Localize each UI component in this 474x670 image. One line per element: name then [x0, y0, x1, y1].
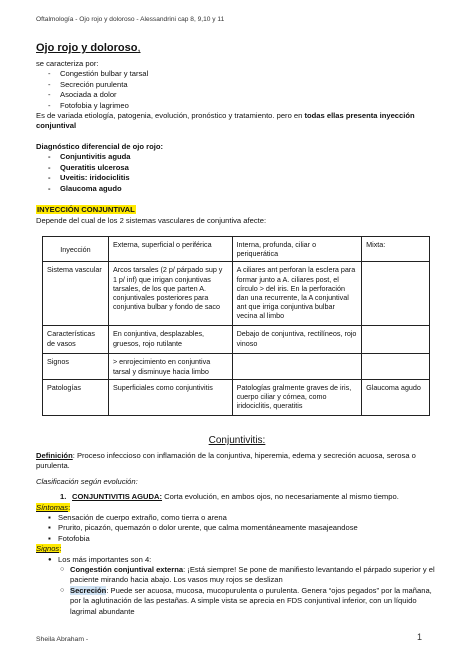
table-row — [43, 379, 430, 415]
table-cell: Glaucoma agudo — [362, 379, 430, 415]
table-header-cell: Interna, profunda, ciliar o periquerática — [232, 237, 362, 262]
table-header-cell: Externa, superficial o periférica — [108, 237, 232, 262]
etiology-text: Es de variada etiología, patogenia, evolución, pronóstico y tratamiento. pero en — [36, 111, 305, 121]
list-item: ▪ Sensación de cuerpo extraño, como tierra o arena — [48, 513, 440, 523]
definition-label: Definición — [36, 451, 73, 460]
classification-label — [36, 477, 440, 487]
page-title — [36, 42, 141, 54]
table-cell: Superficiales como conjuntivitis — [108, 379, 232, 415]
definition-text: : Proceso infeccioso con inflamación de la conjuntiva, hiperemia, edema y secreción acuosa, serosa o purulenta. — [36, 451, 416, 471]
list-item: - Glaucoma agudo — [60, 184, 440, 194]
sign-bold: Secreción — [70, 585, 107, 595]
table-header-cell: Inyección — [43, 237, 109, 262]
table-cell — [362, 262, 430, 326]
injection-title: INYECCIÓN CONJUNTIVAL — [37, 205, 135, 214]
table-row — [43, 354, 430, 379]
symptoms-list — [36, 513, 440, 544]
symptoms-heading — [36, 503, 440, 513]
table-cell: Patologías — [43, 379, 109, 415]
table-cell: Arcos tarsales (2 p/ párpado sup y 1 p/ inf) que irrigan conjuntivas tarsales, de los que parten A. conjuntivales posteriores para conjuntiva bulbar y fondo de saco — [108, 262, 232, 326]
list-item: ▪ Fotofobia — [48, 534, 440, 544]
page-title-suffix: , — [137, 42, 141, 54]
signs-list — [36, 565, 440, 617]
table-header-row — [43, 237, 430, 262]
definition-paragraph — [36, 451, 440, 472]
differential-block — [36, 142, 440, 194]
acute-label: CONJUNTIVITIS AGUDA: — [72, 492, 163, 502]
table-cell: Características de vasos — [43, 326, 109, 354]
acute-heading — [36, 492, 440, 502]
page-number: 1 — [417, 632, 423, 642]
table-row — [43, 326, 430, 354]
classification-text: Clasificación según evolución: — [36, 476, 138, 486]
footer-author: Sheila Abraham - — [36, 636, 89, 643]
table-cell: > enrojecimiento en conjuntiva tarsal y disminuye hacia limbo — [108, 354, 232, 379]
sign-text: : ¡Está siempre! Se pone de manifiesto levantando el párpado superior y el paciente mirando hacia abajo. Los vasos muy rojos se deslizan — [70, 565, 435, 585]
table-cell: Debajo de conjuntiva, rectilíneos, rojo vinoso — [232, 326, 362, 354]
table-cell: En conjuntiva, desplazables, gruesos, rojo rutilante — [108, 326, 232, 354]
conjuntivitis-section — [36, 451, 440, 617]
symptoms-label: Síntomas — [36, 502, 69, 512]
signs-intro-list — [36, 555, 440, 565]
list-item: - Conjuntivitis aguda — [60, 152, 440, 162]
injection-table — [42, 236, 430, 416]
table-cell — [232, 354, 362, 379]
signs-heading — [36, 544, 440, 554]
table-header-cell: Mixta: — [362, 237, 430, 262]
intro-block — [36, 59, 440, 132]
table-cell — [362, 326, 430, 354]
sign-bold: Congestión conjuntival externa — [70, 565, 184, 575]
list-item: - Congestión bulbar y tarsal — [60, 69, 440, 79]
intro-text: se caracteriza por: — [36, 59, 99, 68]
table-cell: A ciliares ant perforan la esclera para formar junto a A. ciliares post, el círculo > del iris. En la perforación dan una recurrente, la A conjuntival ant que irriga conjuntiva bulbar vecina al limbo — [232, 262, 362, 326]
acute-text: Corta evolución, en ambos ojos, no necesariamente al mismo tiempo. — [162, 492, 399, 502]
page-title-text: Ojo rojo y doloroso — [36, 42, 138, 54]
list-item: ● Los más importantes son 4: — [48, 555, 440, 565]
table-row — [43, 262, 430, 326]
document-header: Oftalmología - Ojo rojo y doloroso - Alessandrini cap 8, 9,10 y 11 — [36, 16, 225, 23]
list-item: - Fotofobia y lagrimeo — [60, 101, 440, 111]
etiology-paragraph — [36, 111, 440, 132]
list-item: - Asociada a dolor — [60, 90, 440, 100]
list-item: - Queratitis ulcerosa — [60, 163, 440, 173]
table-cell: Sistema vascular — [43, 262, 109, 326]
sign-text: : Puede ser acuosa, mucosa, mucopurulenta o purulenta. Genera “ojos pegados” por la mañana, por la aglutinación de las pestañas. A simple vista se aprecia en FDS conjuntival inferior, con un líquido lagrimal abundante — [70, 585, 432, 616]
symptoms-colon: : — [68, 502, 71, 512]
injection-desc: Depende del cual de los 2 sistemas vasculares de conjuntiva afecte: — [36, 216, 267, 225]
list-item — [60, 565, 440, 586]
list-item: - Secreción purulenta — [60, 80, 440, 90]
list-item: - Uveitis: iridociclitis — [60, 173, 440, 183]
table-cell: Patologías gralmente graves de iris, cuerpo ciliar y córnea, como iridociclitis, queratitis — [232, 379, 362, 415]
acute-number: 1. — [60, 492, 67, 502]
signs-colon: : — [59, 544, 62, 554]
differential-list — [36, 152, 440, 194]
list-item — [60, 586, 440, 617]
differential-title: Diagnóstico diferencial de ojo rojo: — [36, 142, 163, 151]
list-item: ▪ Prurito, picazón, quemazón o dolor urente, que calma momentáneamente masajeandose — [48, 523, 440, 533]
table-cell: Signos — [43, 354, 109, 379]
etiology-bold: todas ellas presenta inyección conjuntival — [36, 111, 415, 131]
table-cell — [362, 354, 430, 379]
conjuntivitis-title: Conjuntivitis: — [208, 435, 266, 446]
characteristics-list — [36, 69, 440, 111]
signs-label: Signos — [36, 544, 60, 554]
